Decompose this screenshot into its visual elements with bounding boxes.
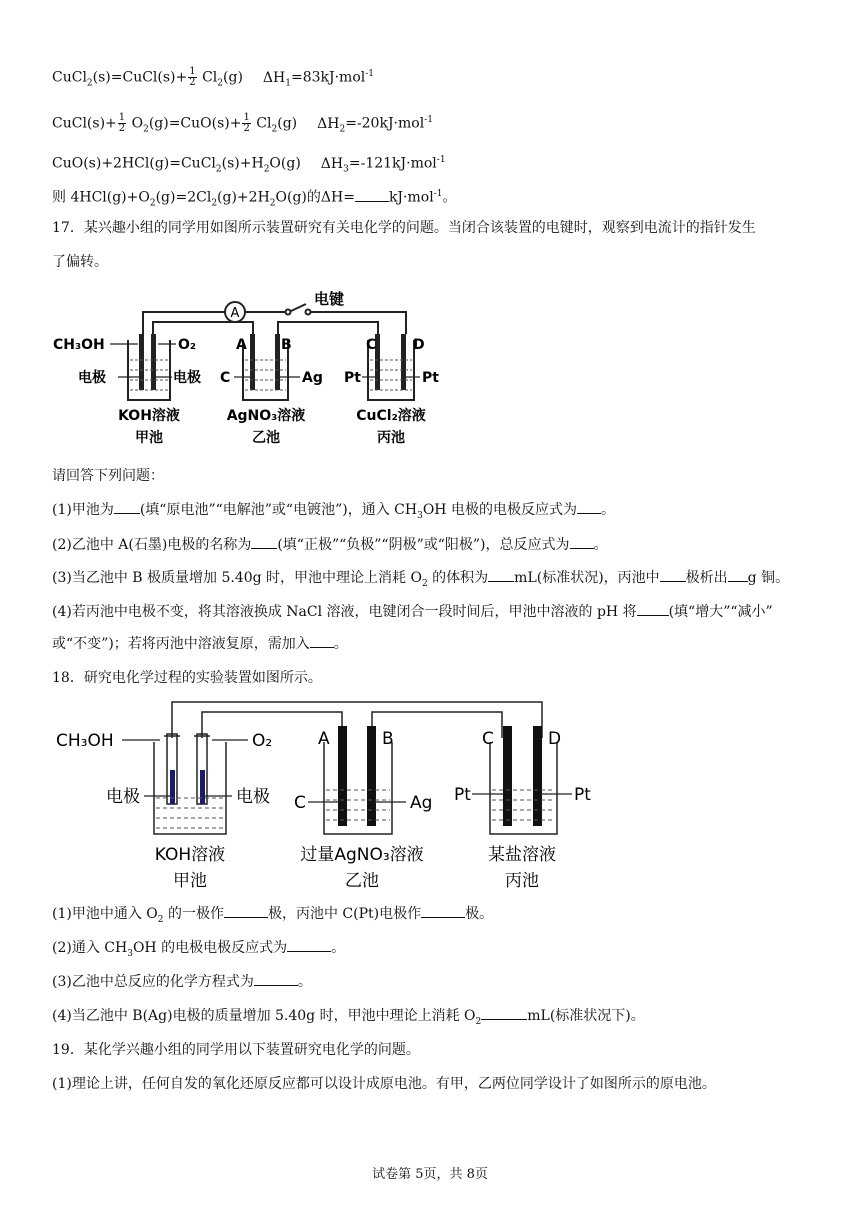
label-ag: Ag bbox=[302, 370, 323, 386]
label-a: A bbox=[318, 729, 330, 749]
answer-blank[interactable] bbox=[481, 1019, 527, 1020]
answer-blank[interactable] bbox=[637, 615, 669, 616]
q17-part4: (4)若丙池中电极不变，将其溶液换成 NaCl 溶液，电键闭合一段时间后，甲池中溶液的 pH 将 (填“增大”“减小” bbox=[52, 604, 773, 620]
equation-4: 则 $4HCl(g)+O_2(g)=2Cl_2(g)+2H_2O(g)$的ΔH= kJ·mol$^{-1}$。 bbox=[52, 189, 457, 209]
label-pt-right: Pt bbox=[574, 785, 591, 805]
label-b: B bbox=[382, 729, 394, 749]
page-footer: 试卷第 5页，共 8页 bbox=[372, 1167, 488, 1182]
label-d: D bbox=[548, 729, 562, 749]
label-a: A bbox=[236, 337, 247, 353]
solution-1: KOH溶液 bbox=[154, 845, 226, 865]
answer-blank[interactable] bbox=[254, 985, 298, 986]
answer-blank[interactable] bbox=[488, 581, 514, 582]
q18-stem: 18．研究电化学过程的实验装置如图所示。 bbox=[52, 670, 322, 686]
label-b: B bbox=[281, 337, 292, 353]
answer-blank[interactable] bbox=[114, 513, 140, 514]
solution-2: 过量AgNO₃溶液 bbox=[300, 845, 424, 865]
fraction: $\frac{1}{2}$ bbox=[118, 112, 126, 135]
answer-blank[interactable] bbox=[570, 548, 594, 549]
label-d: D bbox=[413, 337, 425, 353]
q17-stem-cont: 了偏转。 bbox=[52, 254, 108, 270]
q17-part4-cont: 或“不变”)；若将丙池中溶液复原，需加入 。 bbox=[52, 636, 348, 652]
q18-diagram bbox=[52, 698, 612, 894]
answer-blank[interactable] bbox=[660, 581, 686, 582]
electrode-left: 电极 bbox=[106, 787, 140, 807]
q18-part2: (2)通入 $CH_3OH$ 的电极电极反应式为 。 bbox=[52, 940, 346, 959]
ch3oh-label: CH₃OH bbox=[53, 337, 105, 353]
electrode-right: 电极 bbox=[236, 787, 270, 807]
solution-3: CuCl₂溶液 bbox=[356, 408, 426, 424]
label-c: C bbox=[294, 793, 306, 813]
label-c: C bbox=[220, 370, 231, 386]
equation-2: CuCl(s)+ $\frac{1}{2}$ $O_2(g)=CuO(s)+$ $\frac{1}{2}$ $Cl_2(g)$ $\Delta H_2=-20kJ\cdot mol^{-1}$ bbox=[52, 112, 433, 135]
solution-1: KOH溶液 bbox=[118, 408, 180, 424]
electrode-right: 电极 bbox=[173, 370, 201, 386]
answer-blank[interactable] bbox=[287, 951, 331, 952]
pool-1: 甲池 bbox=[173, 871, 207, 891]
fraction: $\frac{1}{2}$ bbox=[189, 66, 196, 89]
answer-blank[interactable] bbox=[310, 647, 334, 648]
q17-stem: 17．某兴趣小组的同学用如图所示装置研究有关电化学的问题。当闭合该装置的电键时，观察到电流计的指针发生 bbox=[52, 220, 756, 236]
electrode-left: 电极 bbox=[78, 370, 106, 386]
o2-label: O₂ bbox=[178, 337, 197, 353]
equation-1: CuCl$_2$(s)=CuCl(s)+ $\frac{1}{2}$ $Cl_2(g)$ $\Delta H_1=83kJ\cdot mol^{-1}$ bbox=[52, 66, 375, 89]
q17-part3: (3)当乙池中 B 极质量增加 5.40g 时，甲池中理论上消耗 $O_2$ 的体积为 mL(标准状况)，丙池中 极析出 g 铜。 bbox=[52, 570, 790, 589]
label-c-top: C bbox=[366, 337, 377, 353]
answer-blank[interactable] bbox=[728, 581, 748, 582]
equation-3: $CuO(s)+2HCl(g)=CuCl_2(s)+H_2O(g)$ $\Delta H_3=-121kJ\cdot mol^{-1}$ bbox=[52, 155, 446, 175]
pool-2: 乙池 bbox=[345, 871, 379, 891]
label-pt-left: Pt bbox=[344, 370, 361, 386]
q19-part1: (1)理论上讲，任何自发的氧化还原反应都可以设计成原电池。有甲，乙两位同学设计了如图所示的原电池。 bbox=[52, 1076, 716, 1092]
o2-label: O₂ bbox=[252, 731, 273, 751]
answer-blank[interactable] bbox=[355, 201, 389, 202]
label-ag: Ag bbox=[410, 793, 433, 813]
label-c-top: C bbox=[482, 729, 494, 749]
pool-2: 乙池 bbox=[252, 430, 280, 446]
ch3oh-label: CH₃OH bbox=[56, 731, 114, 751]
answer-blank[interactable] bbox=[421, 917, 465, 918]
pool-3: 丙池 bbox=[505, 871, 539, 891]
q17-part1: (1)甲池为 (填“原电池”“电解池”或“电镀池”)，通入 $CH_3OH$ 电极的电极反应式为 。 bbox=[52, 502, 615, 521]
pool-3: 丙池 bbox=[377, 430, 405, 446]
solution-2: AgNO₃溶液 bbox=[226, 408, 306, 424]
q19-stem: 19．某化学兴趣小组的同学用以下装置研究电化学的问题。 bbox=[52, 1042, 420, 1058]
answer-blank[interactable] bbox=[577, 513, 601, 514]
pool-1: 甲池 bbox=[135, 430, 163, 446]
meter-label: A bbox=[230, 306, 240, 321]
q17-part2: (2)乙池中 A(石墨)电极的名称为 (填“正极”“负极”“阴极”或“阳极”)，总反应式为 。 bbox=[52, 537, 608, 553]
solution-3: 某盐溶液 bbox=[488, 845, 556, 865]
answer-blank[interactable] bbox=[224, 917, 268, 918]
label-pt-right: Pt bbox=[422, 370, 439, 386]
label-pt-left: Pt bbox=[454, 785, 471, 805]
answer-blank[interactable] bbox=[251, 548, 277, 549]
q17-diagram bbox=[48, 282, 468, 448]
q17-prompt: 请回答下列问题： bbox=[52, 468, 164, 484]
key-label: 电键 bbox=[314, 290, 345, 308]
q18-part4: (4)当乙池中 B(Ag)电极的质量增加 5.40g 时，甲池中理论上消耗 $O_2$ mL(标准状况下)。 bbox=[52, 1008, 645, 1027]
fraction: $\frac{1}{2}$ bbox=[243, 112, 250, 135]
q18-part1: (1)甲池中通入 $O_2$ 的一极作 极，丙池中 C(Pt)电极作 极。 bbox=[52, 906, 494, 925]
q18-part3: (3)乙池中总反应的化学方程式为 。 bbox=[52, 974, 312, 990]
